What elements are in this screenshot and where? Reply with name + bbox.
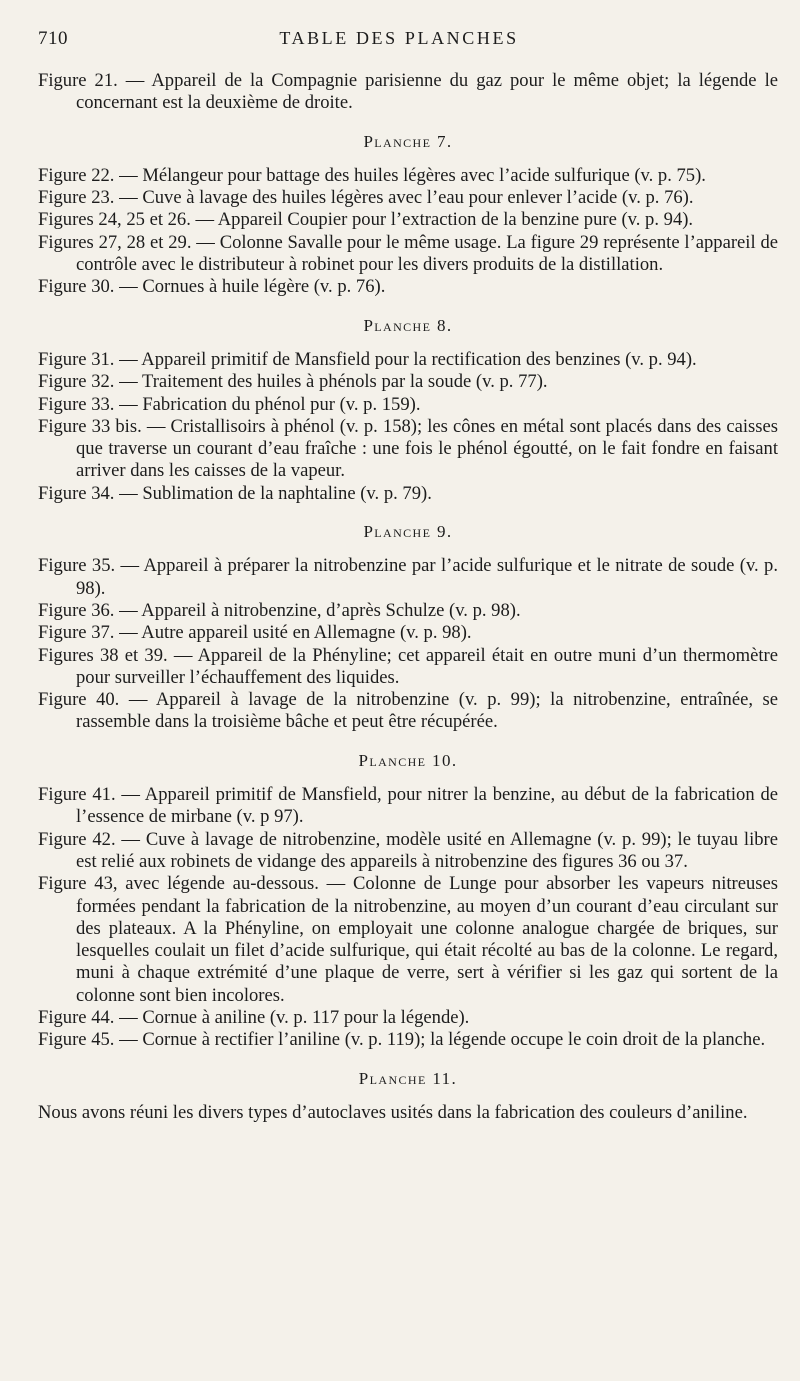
figure-entry: Figure 30. — Cornues à huile légère (v. p. 76). [38, 276, 386, 298]
page-header [38, 28, 760, 58]
figure-entry: Figure 21. — Appareil de la Compagnie parisienne du gaz pour le même objet; la légende le concernant est la deuxième de droite. [38, 70, 778, 114]
page-number: 710 [38, 28, 68, 49]
figure-entry: Figure 41. — Appareil primitif de Mansfield, pour nitrer la benzine, au début de la fabrication de l’essence de mirbane (v. p 97). [38, 784, 778, 828]
table-of-plates [38, 70, 778, 1124]
figure-entry: Figure 22. — Mélangeur pour battage des huiles légères avec l’acide sulfurique (v. p. 75). [38, 164, 706, 186]
figure-entry: Figures 38 et 39. — Appareil de la Phényline; cet appareil était en outre muni d’un thermomètre pour surveiller l’échauffement des liquides. [38, 644, 778, 688]
planche-heading: Planche 11. [358, 1068, 458, 1088]
planche-note: Nous avons réuni les divers types d’autoclaves usités dans la fabrication des couleurs d’aniline. [38, 1101, 748, 1123]
figure-entry: Figure 45. — Cornue à rectifier l’aniline (v. p. 119); la légende occupe le coin droit de la planche. [38, 1029, 766, 1051]
figure-entry: Figure 44. — Cornue à aniline (v. p. 117 pour la légende). [38, 1006, 470, 1028]
figure-entry: Figure 43, avec légende au-dessous. — Colonne de Lunge pour absorber les vapeurs nitreuses formées pendant la fabrication de la nitrobenzine, au moyen d’un courant d’eau circulant sur des plateaux. A la Phényline, on employait une colonne analogue chargée de briques, sur lesquelles coulait un filet d’acide sulfurique, qui était récolté au bas de la colonne. Le regard, muni à chaque extrémité d’une plaque de verre, sert à vérifier si les gaz qui sortent de la colonne sont bien incolores. [38, 873, 778, 1006]
running-title: TABLE DES PLANCHES [279, 28, 519, 48]
figure-entry: Figure 40. — Appareil à lavage de la nitrobenzine (v. p. 99); la nitrobenzine, entraînée, se rassemble dans la troisième bâche et peut être récupérée. [38, 689, 778, 733]
figure-entry: Figures 24, 25 et 26. — Appareil Coupier pour l’extraction de la benzine pure (v. p. 94). [38, 209, 694, 231]
figure-entry: Figure 23. — Cuve à lavage des huiles légères avec l’eau pour enlever l’acide (v. p. 76). [38, 187, 694, 209]
planche-heading: Planche 8. [363, 315, 453, 335]
figure-entry: Figures 27, 28 et 29. — Colonne Savalle pour le même usage. La figure 29 représente l’appareil de contrôle avec le distributeur à robinet pour les divers produits de la distillation. [38, 231, 778, 276]
figure-entry: Figure 35. — Appareil à préparer la nitrobenzine par l’acide sulfurique et le nitrate de soude (v. p. 98). [38, 555, 778, 599]
figure-entry: Figure 37. — Autre appareil usité en Allemagne (v. p. 98). [38, 622, 472, 644]
figure-entry: Figure 42. — Cuve à lavage de nitrobenzine, modèle usité en Allemagne (v. p. 99); le tuyau libre est relié aux robinets de vidange des appareils à nitrobenzine des figures 36 ou 37. [38, 828, 778, 872]
figure-entry: Figure 31. — Appareil primitif de Mansfield pour la rectification des benzines (v. p. 94). [38, 348, 697, 370]
figure-entry: Figure 33. — Fabrication du phénol pur (v. p. 159). [38, 393, 421, 415]
figure-entry: Figure 36. — Appareil à nitrobenzine, d’après Schulze (v. p. 98). [38, 599, 521, 621]
planche-heading: Planche 9. [363, 522, 453, 542]
figure-entry: Figure 33 bis. — Cristallisoirs à phénol (v. p. 158); les cônes en métal sont placés dans des caisses que traverse un courant d’eau fraîche : une fois le phénol égoutté, on le fait fondre en faisant arriver dans les caisses de la vapeur. [38, 415, 778, 482]
planche-heading: Planche 7. [363, 131, 453, 151]
planche-heading: Planche 10. [358, 750, 458, 770]
figure-entry: Figure 32. — Traitement des huiles à phénols par la soude (v. p. 77). [38, 371, 548, 393]
figure-entry: Figure 34. — Sublimation de la naphtaline (v. p. 79). [38, 482, 432, 504]
